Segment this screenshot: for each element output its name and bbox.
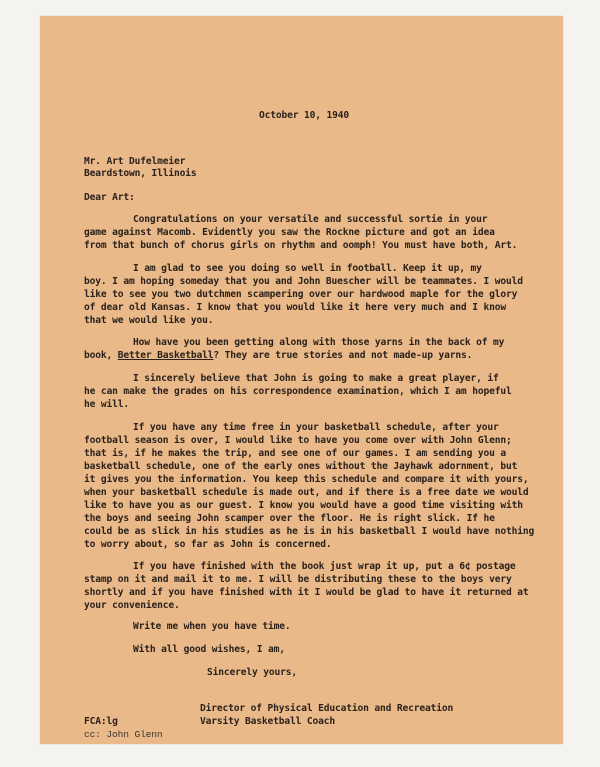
p4-line: I sincerely believe that John is going to make a great player, if <box>133 373 499 384</box>
p5-line: the boys and seeing John scamper over the floor. He is right slick. If he <box>84 513 495 524</box>
p6-line: stamp on it and mail it to me. I will be distributing these to the boys very <box>84 574 512 585</box>
p6-line: If you have finished with the book just wrap it up, put a 6¢ postage <box>133 561 516 572</box>
p2-line: that we would like you. <box>84 315 214 326</box>
closing: Sincerely yours, <box>207 667 298 678</box>
p3-line <box>84 349 472 362</box>
p1-line: from that bunch of chorus girls on rhythm and oomph! You must have both, Art. <box>84 240 518 251</box>
p5-line: like to have you as our guest. I know you would have a good time visiting with <box>84 500 523 511</box>
p2-line: of dear old Kansas. I know that you would like it here very much and I know <box>84 302 506 313</box>
signature-title: Director of Physical Education and Recreation <box>200 703 454 714</box>
signature-title: Varsity Basketball Coach <box>200 716 336 727</box>
p6-line: your convenience. <box>84 600 180 611</box>
p1-line: Congratulations on your versatile and successful sortie in your <box>133 214 488 225</box>
salutation: Dear Art: <box>84 192 135 203</box>
p5-line: to worry about, so far as John is concerned. <box>84 539 332 550</box>
p2-line: I am glad to see you doing so well in football. Keep it up, my <box>133 263 482 274</box>
recipient-name: Mr. Art Dufelmeier <box>84 156 186 167</box>
initials: FCA:lg <box>84 716 118 727</box>
p2-line: boy. I am hoping someday that you and John Buescher will be teammates. I would <box>84 276 523 287</box>
p3-suffix: ? They are true stories and not made-up yarns. <box>213 350 473 361</box>
p5-line: could be as slick in his studies as he is in his basketball I would have nothing <box>84 526 535 537</box>
p8-line: With all good wishes, I am, <box>133 644 285 655</box>
p1-line: game against Macomb. Evidently you saw the Rockne picture and got an idea <box>84 227 495 238</box>
p7-line: Write me when you have time. <box>133 621 291 632</box>
p3-line: How have you been getting along with those yarns in the back of my <box>133 337 505 348</box>
p5-line: If you have any time free in your basketball schedule, after your <box>133 422 499 433</box>
p6-line: shortly and if you have finished with it I would be glad to have it returned at <box>84 587 529 598</box>
recipient-address: Beardstown, Illinois <box>84 168 197 179</box>
p2-line: like to see you two dutchmen scampering over our hardwood maple for the glory <box>84 289 518 300</box>
p5-line: it gives you the information. You keep this schedule and compare it with yours, <box>84 474 529 485</box>
letter-date: October 10, 1940 <box>259 110 350 121</box>
p5-line: when your basketball schedule is made out, and if there is a free date we would <box>84 487 529 498</box>
carbon-copy: cc: John Glenn <box>84 729 163 740</box>
p5-line: that is, if he makes the trip, and see one of our games. I am sending you a <box>84 448 506 459</box>
p4-line: he will. <box>84 399 130 410</box>
book-title: Better Basketball <box>117 350 214 361</box>
p4-line: he can make the grades on his correspondence examination, which I am hopeful <box>84 386 512 397</box>
p5-line: football season is over, I would like to have you come over with John Glenn; <box>84 435 512 446</box>
p3-prefix: book, <box>84 350 118 361</box>
letter-page <box>40 16 563 744</box>
p5-line: basketball schedule, one of the early ones without the Jayhawk adornment, but <box>84 461 518 472</box>
